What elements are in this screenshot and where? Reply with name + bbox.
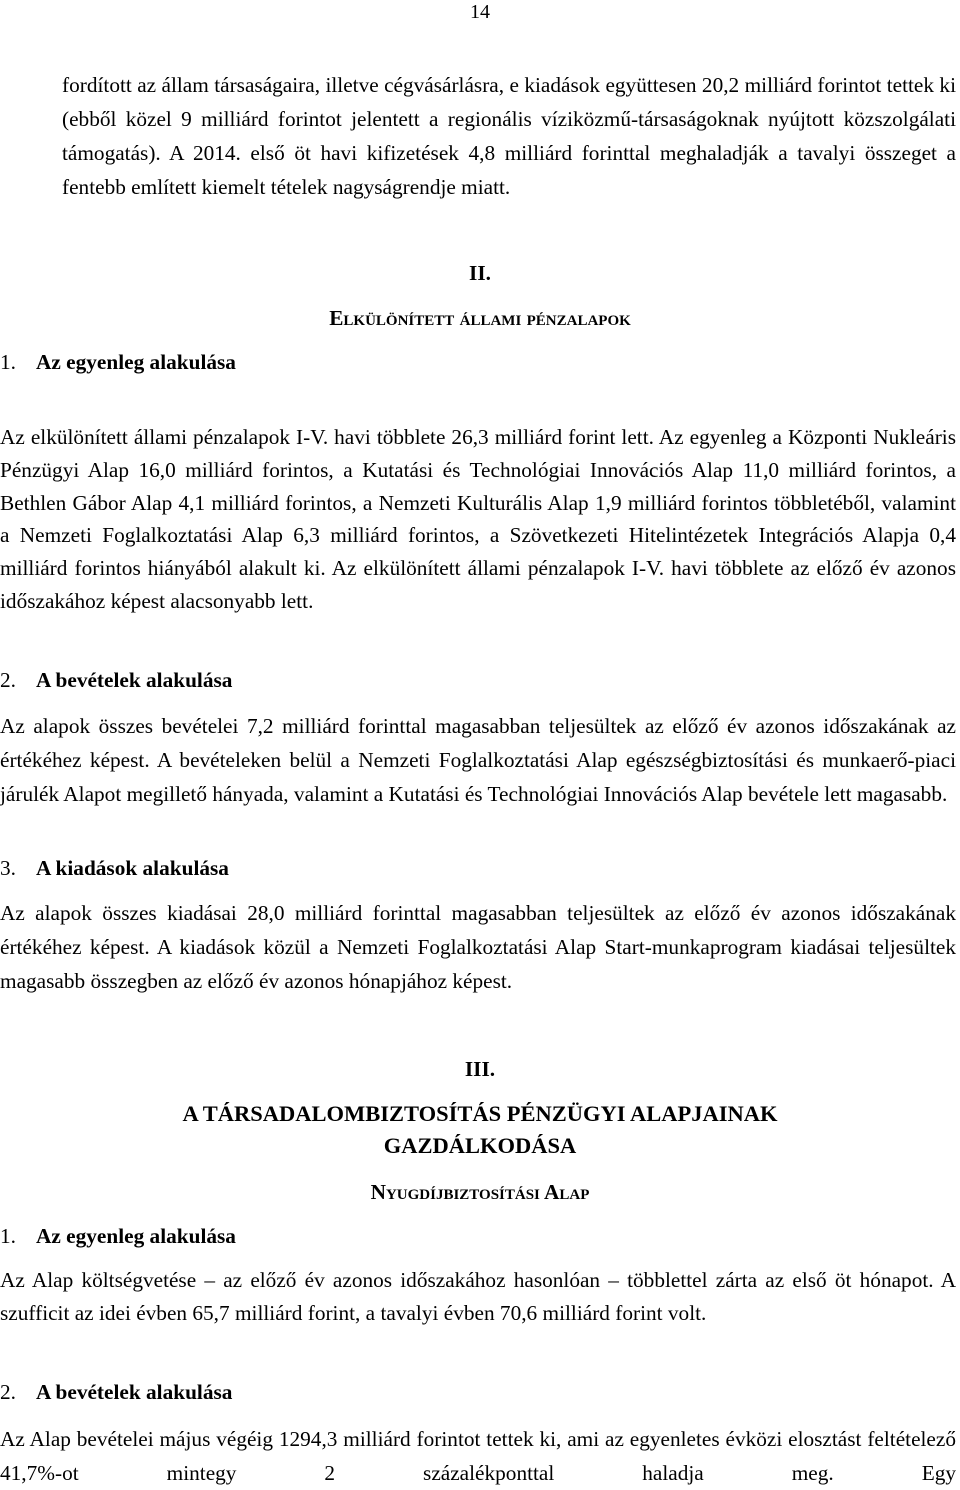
subsection-number: 3.: [0, 856, 16, 880]
subsection-number: 1.: [0, 350, 16, 374]
section-ii-subsection-3-text: Az alapok összes kiadásai 28,0 milliárd forinttal magasabban teljesültek az előző év azonos időszakának értékéhez képest. A kiadások közül a Nemzeti Foglalkoztatási Alap Start-munkaprogram kiadásai teljesültek magasabb összegben az előző év azonos hónapjához képest.: [0, 901, 956, 993]
subsection-title: A kiadások alakulása: [36, 856, 229, 880]
section-iii-subsection-2-heading: [0, 1376, 232, 1408]
section-ii-title: Elkülönített állami pénzalapok: [329, 306, 631, 330]
intro-paragraph: fordított az állam társaságaira, illetve cégvásárlásra, e kiadások együttesen 20,2 milliárd forintot tettek ki (ebből közel 9 milliárd forintot jelentett a regionális víziközmű-társaságoknak nyújtott közszolgálati támogatás). A 2014. első öt havi kifizetések 4,8 milliárd forinttal meghaladják a tavalyi összeget a fentebb említett kiemelt tételek nagyságrendje miatt.: [62, 73, 956, 199]
section-ii-subsection-2-text: Az alapok összes bevételei 7,2 milliárd forinttal magasabban teljesültek az előző év azonos időszakának az értékéhez képest. A bevételeken belül a Nemzeti Foglalkoztatási Alap egészségbiztosítási és munkaerő-piaci járulék Alapot megillető hányada, valamint a Kutatási és Technológiai Innovációs Alap bevétele lett magasabb.: [0, 714, 956, 806]
section-iii-numeral: III.: [464, 1057, 496, 1081]
subsection-number: 2.: [0, 1380, 16, 1404]
section-ii-subsection-1-heading: [0, 346, 236, 378]
section-iii-title-line-1: A TÁRSADALOMBIZTOSÍTÁS PÉNZÜGYI ALAPJAINAK: [182, 1101, 778, 1126]
section-iii-subsection-2-text: Az Alap bevételei május végéig 1294,3 milliárd forintot tettek ki, ami az egyenletes évközi elosztást feltételező 41,7%-ot mintegy 2 százalékponttal haladja meg. Egy: [0, 1427, 956, 1485]
section-iii-title-line-2: GAZDÁLKODÁSA: [383, 1133, 577, 1158]
subsection-title: Az egyenleg alakulása: [36, 1224, 236, 1248]
section-ii-subsection-2-heading: [0, 664, 232, 696]
subsection-number: 2.: [0, 668, 16, 692]
section-iii-subsection-1-heading: [0, 1220, 236, 1252]
subsection-number: 1.: [0, 1224, 16, 1248]
section-ii-numeral: II.: [469, 261, 491, 285]
page-number: 14: [470, 1, 490, 23]
subsection-title: Az egyenleg alakulása: [36, 350, 236, 374]
subsection-title: A bevételek alakulása: [36, 1380, 233, 1404]
section-ii-subsection-3-heading: [0, 852, 229, 884]
section-iii-subsection-1-text: Az Alap költségvetése – az előző év azonos időszakához hasonlóan – többlettel zárta az első öt hónapot. A szufficit az idei évben 65,7 milliárd forint, a tavalyi évben 70,6 milliárd forint volt.: [0, 1268, 956, 1325]
section-ii-subsection-1-text: Az elkülönített állami pénzalapok I-V. havi többlete 26,3 milliárd forint lett. Az egyenleg a Központi Nukleáris Pénzügyi Alap 16,0 milliárd forintos, a Kutatási és Technológiai Innovációs Alap 11,0 milliárd forintos, a Bethlen Gábor Alap 4,1 milliárd forintos, a Nemzeti Kulturális Alap 1,9 milliárd forintos többletéből, valamint a Nemzeti Foglalkoztatási Alap 6,3 milliárd forintos, a Szövetkezeti Hitelintézetek Integrációs Alapja 0,4 milliárd forintos hiányából alakult ki. Az elkülönített állami pénzalapok I-V. havi többlete az előző év azonos időszakához képest alacsonyabb lett.: [0, 425, 956, 613]
section-iii-subtitle: Nyugdíjbiztosítási Alap: [370, 1180, 590, 1204]
subsection-title: A bevételek alakulása: [36, 668, 233, 692]
